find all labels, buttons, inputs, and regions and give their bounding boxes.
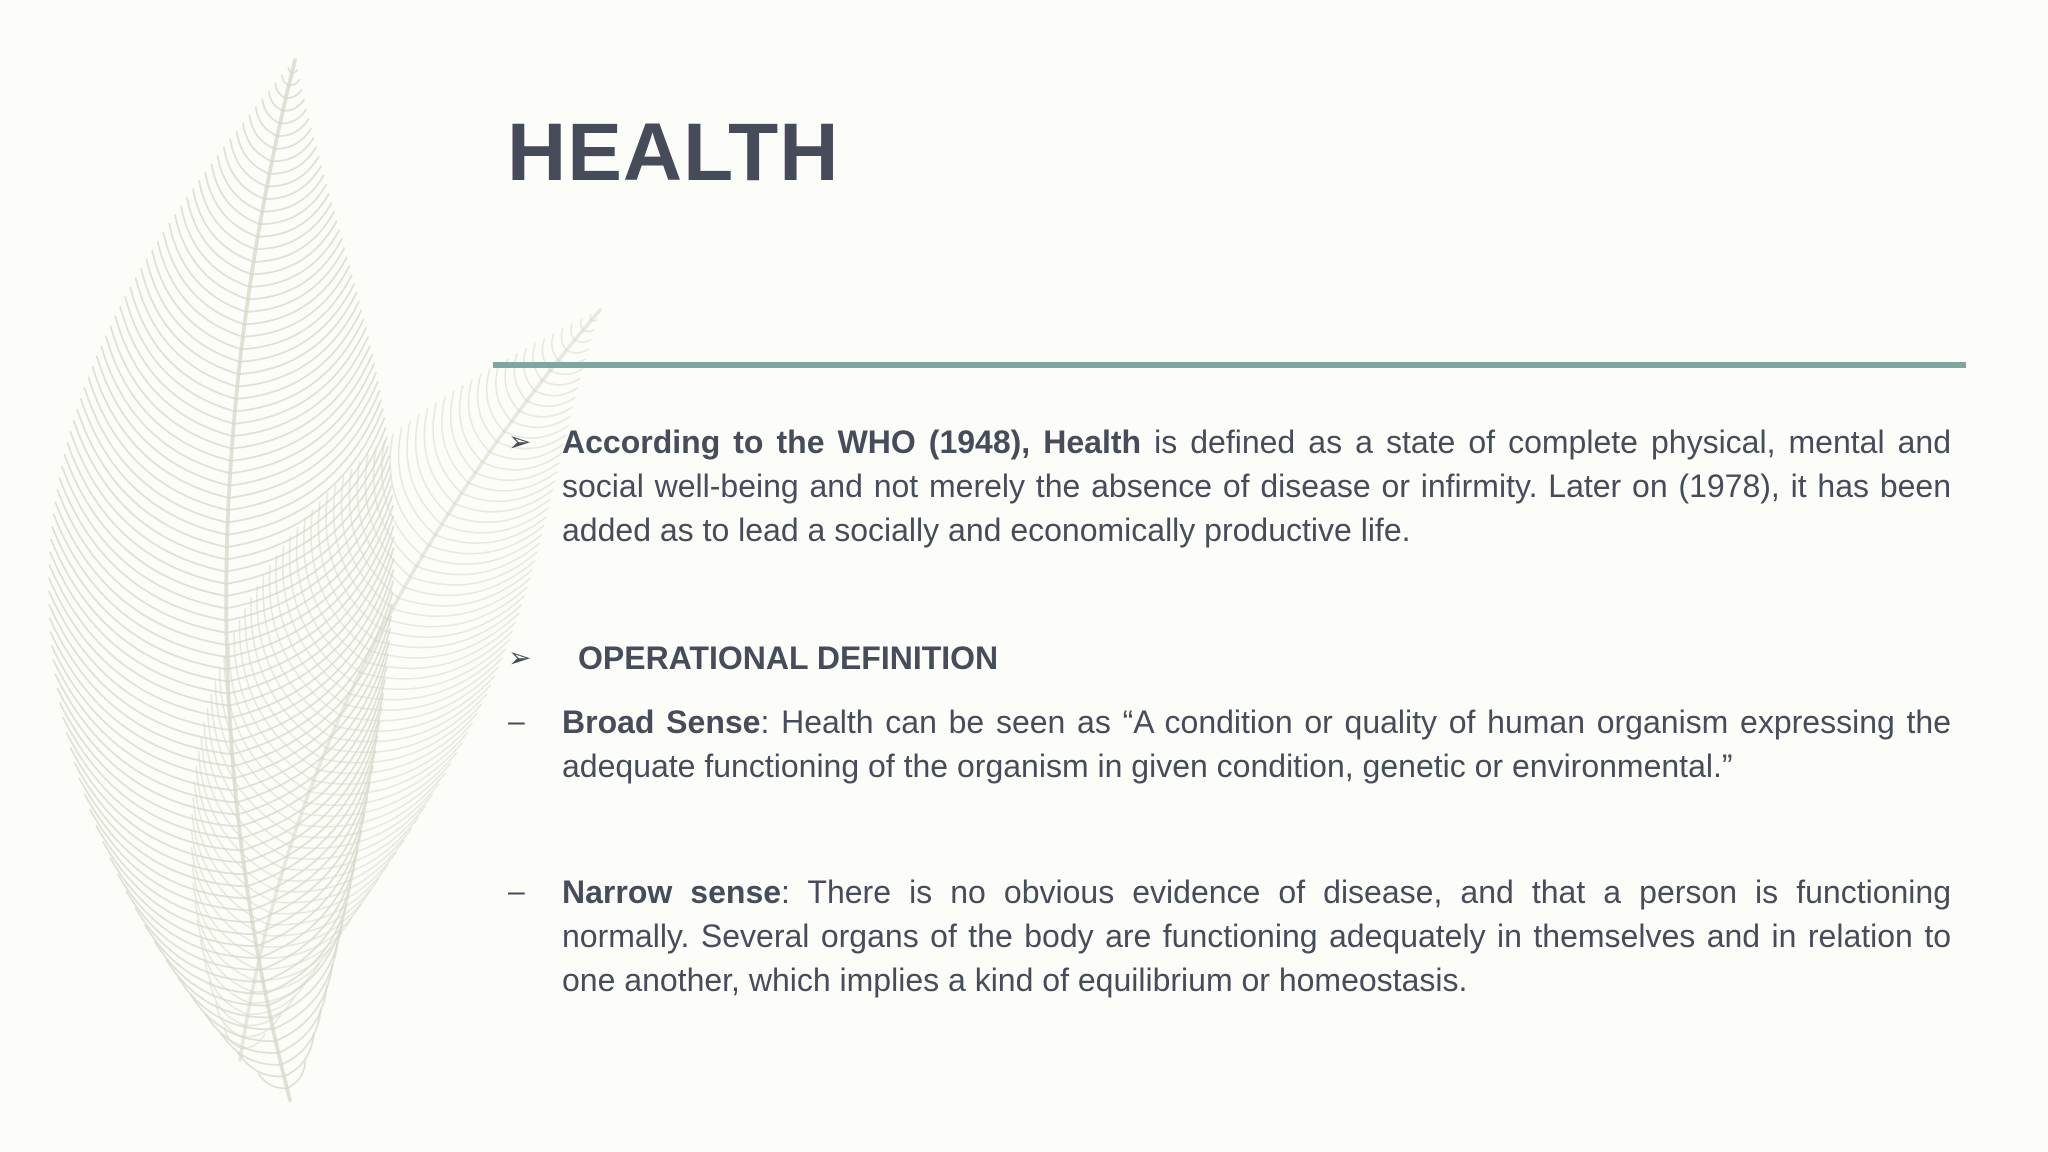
bullet-operational-heading [508, 636, 1951, 680]
who-text: is defined as a state of complete physical, mental and social well-being and not merely the absence of disease or infirmity. Later on (1978), it has been added as to lead a socially and economically productive life. [562, 424, 1952, 548]
broad-sense-text: : Health can be seen as “A condition or quality of human organism expressing the adequate functioning of the organism in given condition, genetic or environmental.” [562, 704, 1952, 784]
narrow-sense-text: : There is no obvious evidence of disease, and that a person is functioning normally. Several organs of the body are functioning adequately in themselves and in relation to one another, which implies a kind of equilibrium or homeostasis. [562, 874, 1952, 998]
broad-sense-lead: Broad Sense [562, 704, 761, 740]
title-divider [493, 362, 1966, 368]
arrow-bullet-icon: ➢ [508, 426, 532, 457]
bullet-narrow-sense [508, 870, 1951, 1002]
bullet-broad-sense [508, 700, 1951, 788]
slide-title: HEALTH [507, 107, 840, 198]
narrow-sense-lead: Narrow sense [562, 874, 782, 910]
dash-bullet-icon: – [508, 875, 525, 908]
operational-heading-text: OPERATIONAL DEFINITION [578, 640, 999, 676]
who-lead: According to the WHO (1948), Health [562, 424, 1142, 460]
bullet-who-definition [508, 420, 1951, 552]
arrow-bullet-icon: ➢ [508, 642, 532, 673]
dash-bullet-icon: – [508, 705, 525, 738]
slide-body [508, 412, 1951, 1002]
